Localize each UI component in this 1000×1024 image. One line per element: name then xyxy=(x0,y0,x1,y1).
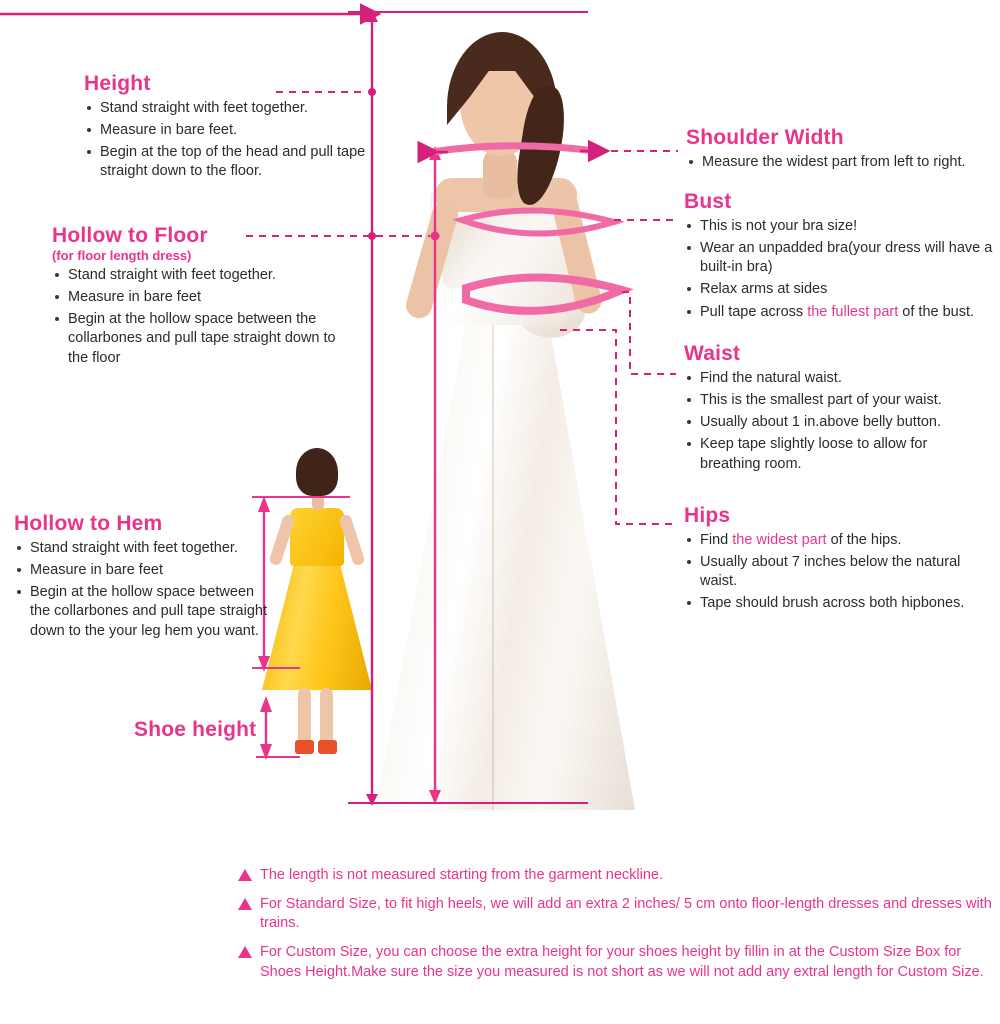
shoe-height-section xyxy=(134,718,256,742)
hips-pre: Find xyxy=(700,532,733,548)
list-item: Tape should brush across both hipbones. xyxy=(684,594,986,613)
short-dress-illustration xyxy=(262,440,372,760)
note-item xyxy=(236,895,996,934)
gown-skirt xyxy=(375,310,635,810)
list-item: Usually about 7 inches below the natural waist. xyxy=(684,553,986,591)
waist-section xyxy=(684,342,984,477)
bust-post: of the bust. xyxy=(898,303,975,320)
list-item: Relax arms at sides xyxy=(684,280,1000,299)
shoulder-width-list xyxy=(686,153,1000,172)
list-item: This is the smallest part of your waist. xyxy=(684,391,984,410)
hips-heading: Hips xyxy=(684,504,731,527)
hollow-to-hem-section xyxy=(14,512,274,644)
warning-triangle-icon xyxy=(238,946,252,958)
height-section xyxy=(84,72,374,185)
hollow-to-floor-list xyxy=(52,266,352,368)
hollow-to-hem-heading: Hollow to Hem xyxy=(14,512,163,535)
yellow-right-shoe xyxy=(318,740,337,754)
shoe-height-heading: Shoe height xyxy=(134,718,257,741)
shoulder-width-section xyxy=(686,126,1000,175)
list-item: Find the natural waist. xyxy=(684,369,984,388)
yellow-left-leg xyxy=(298,688,311,744)
waist-list xyxy=(684,369,984,474)
bust-heading: Bust xyxy=(684,190,732,213)
hollow-to-floor-subheading: (for floor length dress) xyxy=(52,248,192,263)
bust-highlight: the fullest part xyxy=(807,303,899,320)
list-item: Begin at the hollow space between the collarbones and pull tape straight down to the your leg hem you want. xyxy=(14,583,274,640)
hollow-to-hem-list xyxy=(14,539,274,641)
note-item xyxy=(236,943,996,982)
list-item: Measure in bare feet xyxy=(52,288,352,307)
shoulder-width-heading: Shoulder Width xyxy=(686,126,844,149)
yellow-bodice xyxy=(290,508,344,566)
hips-post: of the hips. xyxy=(826,532,902,548)
height-heading: Height xyxy=(84,72,151,95)
list-item: Measure in bare feet. xyxy=(84,121,374,140)
bust-pre: Pull tape across xyxy=(700,303,808,320)
footer-notes xyxy=(236,866,996,992)
note-item xyxy=(236,866,996,886)
warning-triangle-icon xyxy=(238,898,252,910)
list-item: This is not your bra size! xyxy=(684,217,1000,236)
hollow-to-floor-section xyxy=(52,224,352,371)
list-item: Keep tape slightly loose to allow for breathing room. xyxy=(684,435,984,473)
model-neck xyxy=(483,150,517,198)
yellow-left-shoe xyxy=(295,740,314,754)
list-item: Wear an unpadded bra(your dress will have a built-in bra) xyxy=(684,239,1000,277)
warning-triangle-icon xyxy=(238,869,252,881)
hips-list xyxy=(684,531,986,614)
hollow-to-floor-heading: Hollow to Floor xyxy=(52,224,208,247)
waist-heading: Waist xyxy=(684,342,741,365)
note-text: For Custom Size, you can choose the extra height for your shoes height by fillin in at the Custom Size Box for Shoes Height.Make sure the size you measured is not short as we will not add any extral length for Custom Size. xyxy=(260,944,984,980)
yellow-skirt xyxy=(262,560,372,690)
list-item: Begin at the hollow space between the collarbones and pull tape straight down to the floor xyxy=(52,310,352,367)
list-item: Begin at the top of the head and pull tape straight down to the floor. xyxy=(84,143,374,181)
list-item: Stand straight with feet together. xyxy=(52,266,352,285)
list-item: Measure in bare feet xyxy=(14,561,274,580)
yellow-hair xyxy=(296,448,338,496)
hips-section xyxy=(684,504,986,617)
height-list xyxy=(84,99,374,182)
yellow-right-leg xyxy=(320,688,333,744)
bust-section xyxy=(684,190,1000,325)
bust-list xyxy=(684,217,1000,322)
hips-highlight: the widest part xyxy=(732,532,827,548)
list-item: Usually about 1 in.above belly button. xyxy=(684,413,984,432)
list-item-bust-fullest xyxy=(684,303,1000,322)
bride-illustration xyxy=(375,10,635,810)
list-item: Stand straight with feet together. xyxy=(14,539,274,558)
list-item: Measure the widest part from left to right. xyxy=(686,153,1000,172)
list-item: Stand straight with feet together. xyxy=(84,99,374,118)
note-text: The length is not measured starting from the garment neckline. xyxy=(260,867,663,883)
list-item-hips-widest xyxy=(684,531,986,550)
note-text: For Standard Size, to fit high heels, we will add an extra 2 inches/ 5 cm onto floor-length dresses and dresses with trains. xyxy=(260,895,992,932)
